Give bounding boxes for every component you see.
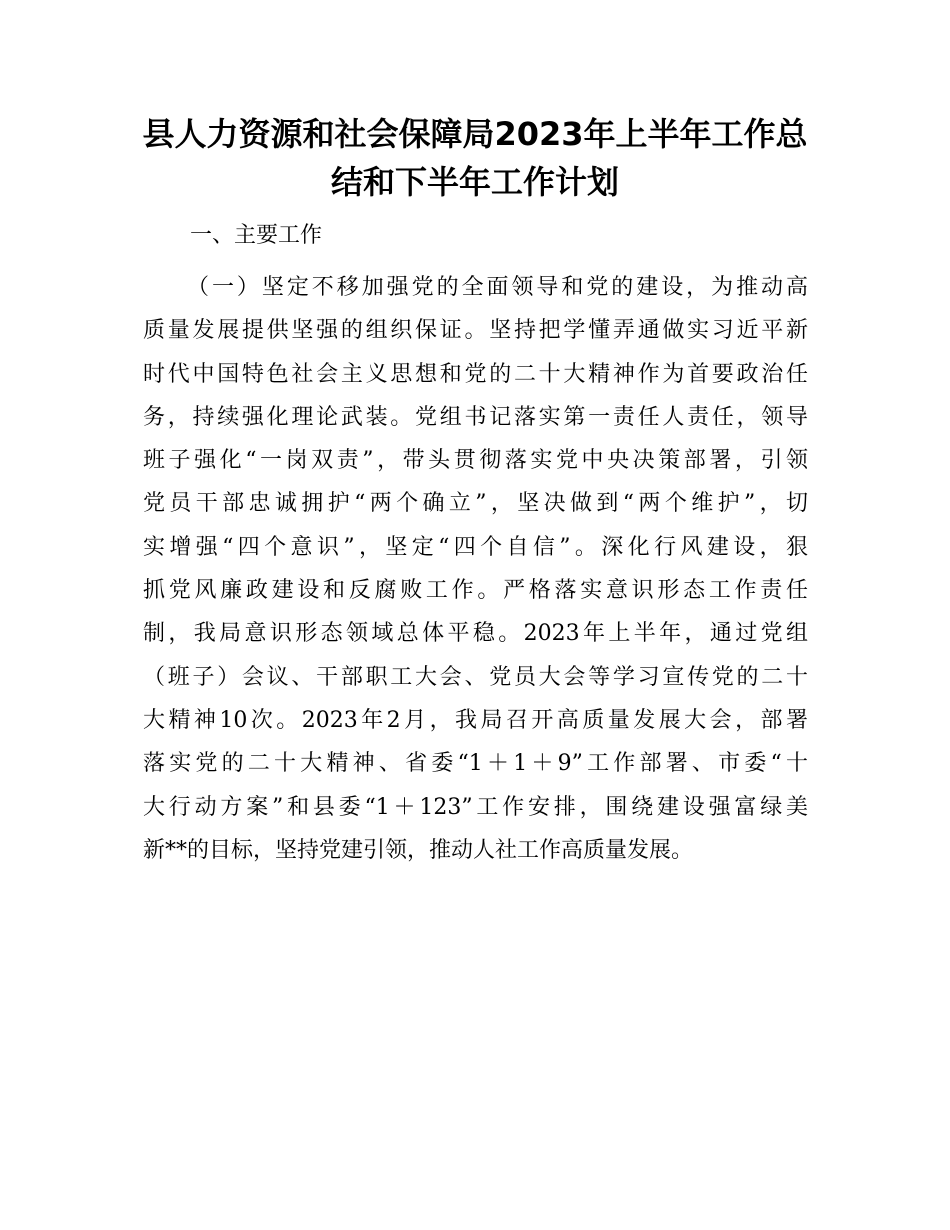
body-paragraph <box>143 266 808 872</box>
paragraph-line: 实增强“四个意识”，坚定“四个自信”。深化行风建设，狠 <box>143 534 808 560</box>
paragraph-line: 落实党的二十大精神、省委“1＋1＋9”工作部署、市委“十 <box>143 751 808 777</box>
paragraph-line: 党员干部忠诚拥护“两个确立”，坚决做到“两个维护”，切 <box>143 491 808 517</box>
paragraph-line: 班子强化“一岗双责”，带头贯彻落实党中央决策部署，引领 <box>143 448 808 474</box>
paragraph-line: 质量发展提供坚强的组织保证。坚持把学懂弄通做实习近平新 <box>143 318 808 344</box>
paragraph-line: 大行动方案”和县委“1＋123”工作安排，围绕建设强富绿美 <box>143 794 808 820</box>
section-heading: 一、主要工作 <box>190 223 323 248</box>
document-title: 县人力资源和社会保障局2023年上半年工作总结和下半年工作计划 <box>142 115 808 201</box>
paragraph-line: （班子）会议、干部职工大会、党员大会等学习宣传党的二十 <box>143 664 808 690</box>
paragraph-line: 抓党风廉政建设和反腐败工作。严格落实意识形态工作责任 <box>143 578 808 604</box>
paragraph-line: 大精神10次。2023年2月，我局召开高质量发展大会，部署 <box>143 707 808 733</box>
paragraph-line: 新**的目标，坚持党建引领，推动人社工作高质量发展。 <box>143 837 694 863</box>
paragraph-line: 务，持续强化理论武装。党组书记落实第一责任人责任，领导 <box>143 404 808 430</box>
paragraph-line: （一）坚定不移加强党的全面领导和党的建设，为推动高 <box>187 275 808 300</box>
paragraph-line: 时代中国特色社会主义思想和党的二十大精神作为首要政治任 <box>143 361 808 387</box>
paragraph-line: 制，我局意识形态领域总体平稳。2023年上半年，通过党组 <box>143 621 808 647</box>
